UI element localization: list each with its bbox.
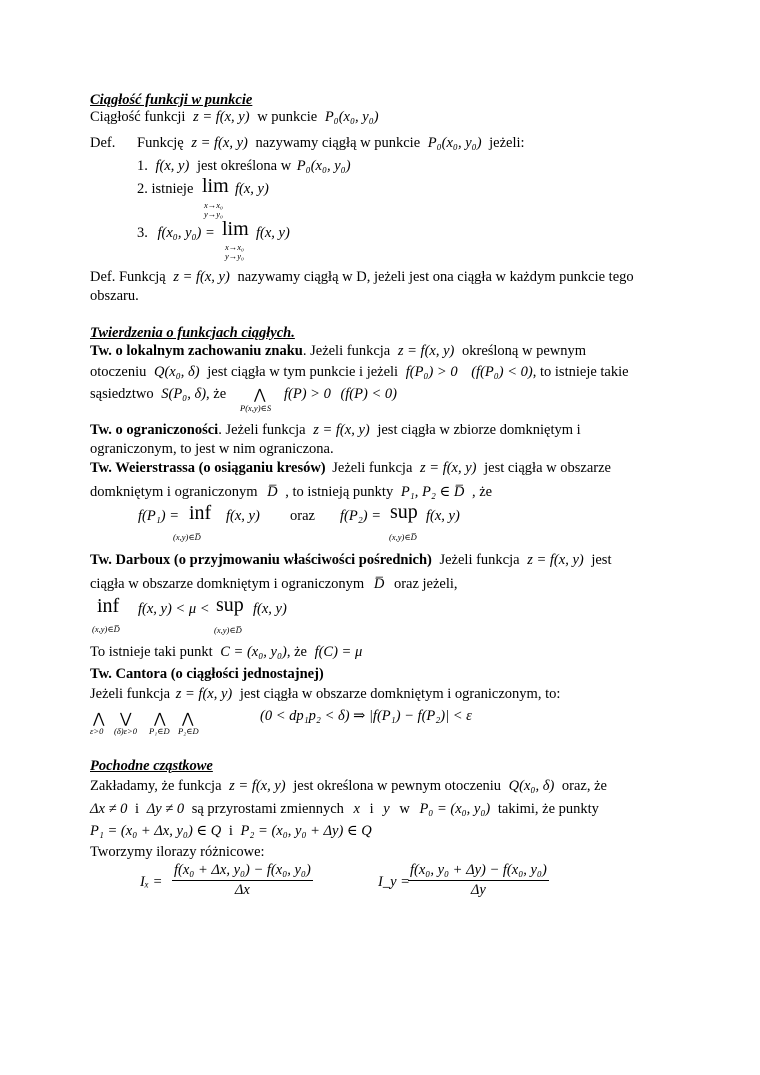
- lim-subscript-y: y→y₀: [204, 209, 224, 219]
- text: Def. Funkcją: [90, 269, 166, 285]
- text: i: [369, 801, 374, 817]
- formula: Q(x₀, δ): [154, 364, 200, 380]
- theorem-bounded-line-2: ograniczonym, to jest w nim ograniczona.: [90, 441, 334, 457]
- theorem-name: Tw. Weierstrassa (o osiąganiu kresów): [90, 460, 326, 476]
- text: jeżeli:: [489, 135, 525, 151]
- partial-intro-line-2: [90, 800, 599, 818]
- text: Jeżeli funkcja: [332, 460, 413, 476]
- text: . Jeżeli funkcja: [218, 422, 306, 438]
- partial-intro-line-1: [90, 777, 607, 795]
- text: jest określona w pewnym otoczeniu: [293, 778, 502, 794]
- theorem-bounded-line-1: [90, 421, 581, 439]
- lim-subscript-x-2: x→x₀: [225, 242, 245, 252]
- text: w punkcie: [257, 109, 318, 125]
- text: ciągła w obszarze domkniętym i ograniczonym: [90, 576, 365, 592]
- text: określoną w pewnym: [461, 343, 587, 359]
- sup-symbol: sup: [390, 501, 418, 523]
- condition-2: [137, 180, 193, 198]
- formula: z = f(x, y): [193, 109, 250, 125]
- partial-intro-line-3: [90, 822, 372, 840]
- formula: P₀(x₀, y₀): [324, 109, 379, 125]
- formula: f(P₀) > 0: [405, 364, 458, 380]
- text: Jeżeli funkcja: [439, 552, 520, 568]
- text: są przyrostami zmiennych: [191, 801, 344, 817]
- text: i: [135, 801, 140, 817]
- theorem-sign-line-3: [90, 385, 226, 403]
- inf-symbol: inf: [189, 502, 212, 524]
- quotient-x-label: Iₓ =: [140, 874, 163, 890]
- text: To istnieje taki punkt: [90, 644, 213, 660]
- condition-1: [137, 157, 351, 175]
- text: , to istnieje takie: [532, 364, 629, 380]
- darboux-inf-subscript: (x,y)∈D̅: [92, 624, 120, 634]
- cantor-forall-eps: ⋀: [93, 712, 105, 727]
- theorem-name: Tw. Darboux (o przyjmowaniu właściwości pośrednich): [90, 552, 432, 568]
- lim-subscript-x: x→x₀: [204, 200, 224, 210]
- text: . Jeżeli funkcja: [302, 343, 391, 359]
- partial-intro-line-4: Tworzymy ilorazy różnicowe:: [90, 844, 265, 860]
- formula: f(C) = μ: [314, 644, 363, 660]
- formula: P₁ = (x₀ + Δx, y₀) ∈ Q: [90, 823, 222, 839]
- quotient-y-label: I_y =: [378, 874, 410, 890]
- weierstrass-inf-formula: f(x, y): [226, 508, 260, 524]
- quotient-y-numerator: f(x₀, y₀ + Δy) − f(x₀, y₀): [408, 862, 549, 881]
- weierstrass-fp2: f(P₂) =: [340, 508, 381, 524]
- formula: z = f(x, y): [175, 686, 233, 702]
- formula: C = (x₀, y₀): [220, 644, 287, 660]
- text: , że: [471, 484, 493, 500]
- theorem-cantor-line: [90, 685, 560, 703]
- theorem-sign-formula: [284, 385, 397, 403]
- definition-line: [137, 134, 525, 152]
- formula: z = f(x, y): [397, 343, 455, 359]
- formula: D̅: [267, 484, 278, 500]
- darboux-inf-symbol: inf: [97, 595, 120, 617]
- lim-symbol: lim: [202, 175, 229, 197]
- text: domkniętym i ograniczonym: [90, 484, 258, 500]
- text: , że: [286, 644, 307, 660]
- theorem-darboux-line-2: [90, 575, 458, 593]
- formula: P₁, P₂ ∈ D̅: [400, 484, 465, 500]
- cantor-forall-p2: ⋀: [182, 712, 194, 727]
- formula: S(P₀, δ): [161, 386, 207, 402]
- lim-subscript-y-2: y→y₀: [225, 251, 245, 261]
- condition-3-formula: f(x, y): [256, 225, 290, 241]
- formula: z = f(x, y): [173, 269, 230, 285]
- text: 2. istnieje: [137, 181, 194, 197]
- text: 1.: [137, 158, 148, 174]
- darboux-inequality: f(x, y) < μ <: [138, 601, 210, 617]
- cantor-sub-p1: P₁∈D: [149, 726, 170, 736]
- text: jest: [591, 552, 612, 568]
- section-title-theorems: Twierdzenia o funkcjach ciągłych.: [90, 325, 295, 341]
- theorem-weierstrass-line-2: [90, 483, 492, 501]
- formula: f(x₀, y₀) =: [157, 225, 215, 241]
- condition-3: [137, 224, 215, 242]
- sup-subscript: (x,y)∈D̅: [389, 532, 417, 542]
- definition-label: Def.: [90, 135, 116, 151]
- continuity-intro-line: [90, 108, 379, 126]
- weierstrass-fp1: f(P₁) =: [138, 508, 179, 524]
- text: takimi, że punkty: [497, 801, 599, 817]
- formula: P₀(x₀, y₀): [427, 135, 482, 151]
- formula: z = f(x, y): [313, 422, 370, 438]
- formula: y: [383, 801, 390, 817]
- text: w: [399, 801, 410, 817]
- forall-symbol: ⋀: [254, 388, 266, 403]
- theorem-sign-line-1: [90, 342, 586, 360]
- weierstrass-and: oraz: [290, 508, 315, 524]
- formula: P₀ = (x₀, y₀): [419, 801, 491, 817]
- section-title-partial-derivatives: Pochodne cząstkowe: [90, 758, 213, 774]
- text: jest określona w: [196, 158, 292, 174]
- text: otoczeniu: [90, 364, 147, 380]
- text: i: [228, 823, 233, 839]
- lim-symbol-2: lim: [222, 218, 249, 240]
- darboux-sup-symbol: sup: [216, 594, 244, 616]
- condition-2-formula: f(x, y): [235, 181, 269, 197]
- darboux-conclusion: [90, 643, 362, 661]
- inf-subscript: (x,y)∈D̅: [173, 532, 201, 542]
- text: nazywamy ciągłą w D, jeżeli jest ona ciągła w każdym punkcie tego: [237, 269, 634, 285]
- formula: D̅: [373, 576, 385, 592]
- theorem-darboux-line-1: [90, 551, 611, 569]
- cantor-forall-p1: ⋀: [154, 712, 166, 727]
- quotient-x-denominator: Δx: [234, 882, 250, 898]
- forall-subscript: P(x,y)∈S: [240, 403, 272, 413]
- cantor-formula: (0 < dp₁p₂ < δ) ⇒ |f(P₁) − f(P₂)| < ε: [260, 708, 472, 724]
- formula: f(P) > 0: [284, 386, 331, 402]
- quotient-y-fraction: [408, 862, 549, 899]
- text: Jeżeli funkcja: [90, 686, 171, 702]
- text: Funkcję: [137, 135, 184, 151]
- cantor-sub-p2: P₂∈D: [178, 726, 199, 736]
- cantor-exists-delta: ⋁: [120, 712, 132, 727]
- formula: z = f(x, y): [527, 552, 584, 568]
- formula: z = f(x, y): [420, 460, 477, 476]
- text: jest ciągła w obszarze domkniętym i ograniczonym, to:: [239, 686, 561, 702]
- cantor-sub-delta: (δ)ε>0: [114, 726, 137, 736]
- theorem-weierstrass-line-1: [90, 459, 611, 477]
- text: Ciągłość funkcji: [90, 109, 186, 125]
- theorem-cantor-title: Tw. Cantora (o ciągłości jednostajnej): [90, 666, 324, 682]
- text: nazywamy ciągłą w punkcie: [255, 135, 421, 151]
- text: 3.: [137, 225, 148, 241]
- text: jest ciągła w tym punkcie i jeżeli: [207, 364, 399, 380]
- text: Zakładamy, że funkcja: [90, 778, 222, 794]
- formula: z = f(x, y): [229, 778, 286, 794]
- weierstrass-sup-formula: f(x, y): [426, 508, 460, 524]
- definition-2-line: [90, 268, 634, 286]
- text: oraz jeżeli,: [393, 576, 458, 592]
- text: , to istnieją punkty: [285, 484, 394, 500]
- text: sąsiedztwo: [90, 386, 154, 402]
- quotient-x-fraction: [172, 862, 313, 899]
- formula: Δx ≠ 0: [90, 801, 128, 817]
- cantor-sub-eps: ε>0: [90, 726, 104, 736]
- theorem-name: Tw. o ograniczoności: [90, 422, 219, 438]
- formula: P₂ = (x₀, y₀ + Δy) ∈ Q: [240, 823, 372, 839]
- text: , że: [206, 386, 227, 402]
- definition-2-line-end: obszaru.: [90, 288, 139, 304]
- text: jest ciągła w obszarze: [484, 460, 611, 476]
- quotient-x-numerator: f(x₀ + Δx, y₀) − f(x₀, y₀): [172, 862, 313, 881]
- formula: f(x, y): [155, 158, 190, 174]
- formula: (f(P) < 0): [340, 386, 397, 402]
- theorem-sign-line-2: [90, 363, 629, 381]
- text: jest ciągła w zbiorze domkniętym i: [377, 422, 581, 438]
- section-title-continuity: Ciągłość funkcji w punkcie: [90, 92, 253, 108]
- quotient-y-denominator: Δy: [470, 882, 486, 898]
- text: oraz, że: [561, 778, 607, 794]
- formula: Δy ≠ 0: [146, 801, 185, 817]
- formula: x: [353, 801, 360, 817]
- formula: (f(P₀) < 0): [471, 364, 533, 380]
- formula: z = f(x, y): [191, 135, 248, 151]
- darboux-sup-subscript: (x,y)∈D̅: [214, 625, 242, 635]
- formula: P₀(x₀, y₀): [296, 158, 351, 174]
- darboux-sup-formula: f(x, y): [253, 601, 287, 617]
- formula: Q(x₀, δ): [508, 778, 555, 794]
- theorem-name: Tw. o lokalnym zachowaniu znaku: [90, 343, 303, 359]
